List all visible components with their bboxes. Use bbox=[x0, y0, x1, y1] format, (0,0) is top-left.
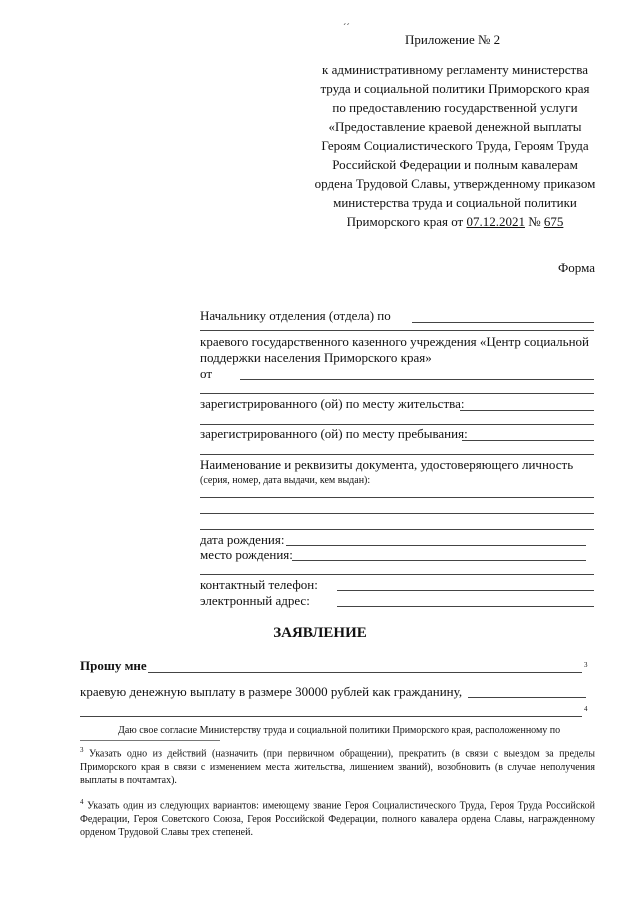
footnote-4 bbox=[80, 796, 595, 840]
regulation-line: «Предоставление краевой денежной выплаты bbox=[328, 119, 582, 134]
form-label: Форма bbox=[558, 260, 595, 275]
institution-line-2: поддержки населения Приморского края» bbox=[200, 350, 432, 365]
registered-residence-label: зарегистрированного (ой) по месту жительства: bbox=[200, 396, 465, 411]
to-head-label: Начальнику отделения (отдела) по bbox=[200, 308, 391, 323]
id-document-hint: (серия, номер, дата выдачи, кем выдан): bbox=[200, 475, 371, 486]
residence-address-field-2[interactable] bbox=[200, 424, 594, 425]
order-reference-line bbox=[300, 212, 610, 231]
regulation-line: к административному регламенту министерства bbox=[322, 62, 588, 77]
applicant-name-field-2[interactable] bbox=[200, 393, 594, 394]
footnote-separator bbox=[80, 740, 220, 741]
regulation-line: ордена Трудовой Славы, утвержденному приказом bbox=[314, 176, 596, 191]
id-document-field-1[interactable] bbox=[200, 497, 594, 498]
department-field[interactable] bbox=[412, 322, 594, 323]
order-number: 675 bbox=[543, 214, 564, 229]
regulation-reference bbox=[300, 60, 610, 231]
regulation-line: труда и социальной политики Приморского края bbox=[320, 81, 590, 96]
birth-place-field-2[interactable] bbox=[200, 574, 594, 575]
email-field[interactable] bbox=[337, 606, 594, 607]
consent-text: Даю свое согласие Министерству труда и социальной политики Приморского края, расположенному по bbox=[118, 725, 561, 736]
statement-heading: ЗАЯВЛЕНИЕ bbox=[273, 625, 367, 641]
stay-address-field[interactable] bbox=[462, 440, 594, 441]
email-label: электронный адрес: bbox=[200, 593, 310, 608]
registered-stay-label: зарегистрированного (ой) по месту пребывания: bbox=[200, 426, 468, 441]
regulation-line: Героям Социалистического Труда, Героям Труда bbox=[321, 138, 589, 153]
footnote-ref-4: 4 bbox=[584, 705, 588, 713]
from-label: от bbox=[200, 366, 213, 381]
applicant-name-field[interactable] bbox=[240, 379, 594, 380]
regulation-line: по предоставлению государственной услуги bbox=[332, 100, 578, 115]
stay-address-field-2[interactable] bbox=[200, 454, 594, 455]
footnote-3 bbox=[80, 744, 595, 788]
birth-date-field[interactable] bbox=[286, 545, 586, 546]
footnote-4-mark: 4 bbox=[80, 798, 84, 806]
id-document-field-2[interactable] bbox=[200, 513, 594, 514]
request-label: Прошу мне bbox=[80, 658, 147, 673]
corner-mark: ´´ bbox=[343, 23, 350, 34]
footnote-3-text: Указать одно из действий (назначить (при первичном обращении), прекратить (в связи с выездом за пределы Приморского края в связи с изменением места жительства, лишением званий), возобновить (в случае неполучения выплаты в почтамтах). bbox=[80, 748, 596, 787]
citizen-category-field-2[interactable] bbox=[80, 716, 582, 717]
order-prefix: Приморского края от bbox=[346, 214, 464, 229]
birth-place-label: место рождения: bbox=[200, 547, 293, 562]
regulation-line: министерства труда и социальной политики bbox=[333, 195, 577, 210]
phone-field[interactable] bbox=[337, 590, 594, 591]
footnote-3-mark: 3 bbox=[80, 746, 84, 754]
id-document-field-3[interactable] bbox=[200, 529, 594, 530]
phone-label: контактный телефон: bbox=[200, 577, 318, 592]
birth-place-field[interactable] bbox=[292, 560, 586, 561]
order-date: 07.12.2021 bbox=[466, 214, 525, 229]
footnote-4-text: Указать один из следующих вариантов: имеющему звание Героя Социалистического Труда, Героя Труда Российской Федерации, Героя Советского Союза, Героя Российской Федерации, полного кавалера ордена Славы, награжденному орденом Трудовой Славы трех степеней. bbox=[80, 800, 596, 839]
birth-date-label: дата рождения: bbox=[200, 532, 285, 547]
payment-text: краевую денежную выплату в размере 30000 рублей как гражданину, bbox=[80, 684, 463, 699]
order-number-sign: № bbox=[528, 214, 541, 229]
id-document-label: Наименование и реквизиты документа, удостоверяющего личность bbox=[200, 457, 574, 472]
footnote-ref-3: 3 bbox=[584, 661, 588, 669]
separator-line bbox=[200, 330, 594, 331]
regulation-line: Российской Федерации и полным кавалерам bbox=[332, 157, 578, 172]
action-field[interactable] bbox=[148, 672, 582, 673]
institution-line-1: краевого государственного казенного учреждения «Центр социальной bbox=[200, 334, 590, 349]
appendix-title: Приложение № 2 bbox=[405, 32, 501, 47]
citizen-category-field[interactable] bbox=[468, 697, 586, 698]
residence-address-field[interactable] bbox=[460, 410, 594, 411]
